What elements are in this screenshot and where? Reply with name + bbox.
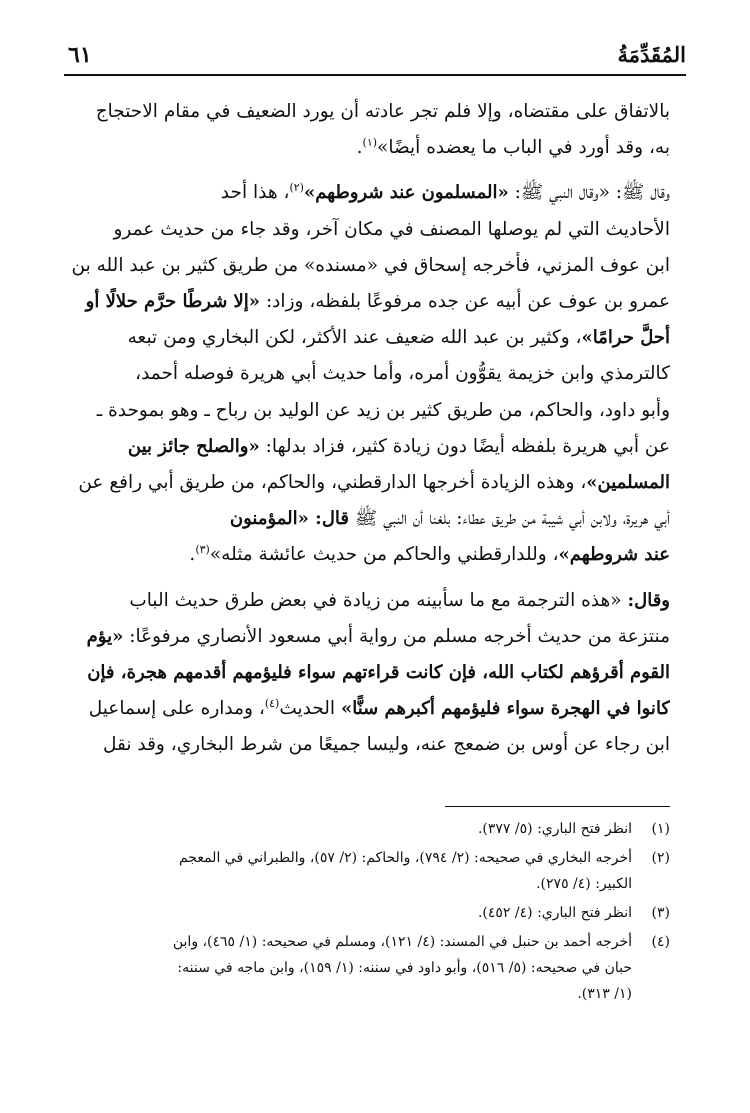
hadith-quote: كانوا في الهجرة سواء فليؤمهم أكبرهم سنًّا»	[340, 698, 670, 720]
footnote-text: انظر فتح الباري: (٤/ ٤٥٢).	[477, 905, 632, 921]
text-line: أبي هريرة، ولابن أبي شيبة من طريق عطاء: بلغنا أن النبي ﷺ قال: «المؤمنون	[229, 508, 670, 530]
footnote-text: حبان في صحيحه: (٥/ ٥١٦)، وأبو داود في سننه: (١/ ١٥٩)، وابن ماجه في سننه:	[177, 960, 632, 976]
footnote-number: (٢)	[651, 850, 670, 866]
text-line: ابن رجاء عن أوس بن ضمعج عنه، وليسا جميعًا من شرط البخاري، وقد نقل	[102, 734, 670, 756]
text-line: وأبو داود، والحاكم، من طريق كثير بن زيد عن الوليد بن رباح ـ وهو بموحدة ـ	[96, 399, 670, 421]
footnote-text: (١/ ٣١٣).	[577, 986, 632, 1002]
page-header	[60, 38, 686, 78]
text-line: المسلمين»، وهذه الزيادة أخرجها الدارقطني، والحاكم، من طريق أبي رافع عن	[78, 472, 670, 494]
hadith-quote: «إلا شرطًا حرَّم حلالًا أو	[85, 291, 261, 313]
text-line	[72, 655, 670, 691]
footnote-number: (٣)	[651, 905, 670, 921]
hadith-quote: القوم أقرؤهم لكتاب الله، فإن كانت قراءتهم سواء فليؤمهم أقدمهم هجرة، فإن	[87, 662, 670, 684]
footnote-text: الكبير: (٤/ ٢٧٥).	[536, 876, 632, 892]
footnote-text: أخرجه البخاري في صحيحه: (٢/ ٧٩٤)، والحاكم: (٢/ ٥٧)، والطبراني في المعجم	[178, 850, 632, 866]
text-line: وقال ﷺ: «وقال النبي ﷺ: «المسلمون عند شروطهم»$^{(٢)}$، هذا أحد	[220, 181, 670, 204]
paragraph-3	[72, 583, 670, 764]
footnote-text: انظر فتح الباري: (٥/ ٣٧٧).	[477, 821, 632, 837]
footnote-4	[80, 929, 670, 1007]
hadith-quote: عند شروطهم»	[558, 544, 670, 566]
text-line: ابن عوف المزني، فأخرجه إسحاق في «مسنده» من طريق كثير بن عبد الله بن	[72, 254, 670, 276]
footnote-divider	[445, 806, 670, 807]
footnote-2	[80, 845, 670, 897]
footnote-3	[80, 900, 670, 926]
footnote-marker: (٣)	[195, 543, 210, 557]
paragraph-2	[72, 175, 670, 573]
footnote-number: (١)	[651, 821, 670, 837]
footnote-1	[80, 816, 670, 842]
hadith-quote: «المسلمون عند شروطهم»	[303, 182, 509, 204]
hadith-quote: «يؤم	[86, 625, 124, 647]
text-line: بالاتفاق على مقتضاه، وإلا فلم تجر عادته أن يورد الضعيف في مقام الاحتجاج	[95, 101, 670, 122]
footnote-marker: (٢)	[289, 181, 304, 195]
text-line: به، وقد أورد في الباب ما يعضده أيضًا»$^{(١)}$.	[356, 136, 670, 159]
section-lead: وقال:	[627, 589, 670, 611]
footnote-marker: (١)	[362, 136, 378, 150]
text-line: كالترمذي وابن خزيمة يقوُّون أمره، وأما حديث أبي هريرة فوصله أحمد،	[135, 363, 670, 385]
footnote-marker: (٤)	[264, 697, 280, 711]
footnote-text: أخرجه أحمد بن حنبل في المسند: (٤/ ١٢١)، ومسلم في صحيحه: (١/ ٤٦٥)، وابن	[172, 934, 632, 950]
footnotes	[80, 816, 670, 1010]
text-line: الأحاديث التي لم يوصلها المصنف في مكان آخر، وقد جاء من حديث عمرو	[113, 218, 670, 240]
hadith-quote: قال: «المؤمنون	[229, 508, 349, 530]
page-number: ٦١	[68, 42, 92, 68]
text-line: عن أبي هريرة بلفظه أيضًا دون زيادة كثير، فزاد بدلها: «والصلح جائز بين	[127, 435, 670, 457]
footnote-number: (٤)	[651, 934, 670, 950]
hadith-quote: أحلَّ حرامًا»	[581, 327, 670, 349]
main-text	[72, 94, 670, 764]
running-title: المُقَدِّمَةُ	[617, 42, 686, 67]
text-line: كانوا في الهجرة سواء فليؤمهم أكبرهم سنًّا» الحديث$^{(٤)}$، ومداره على إسماعيل	[88, 697, 670, 720]
header-divider	[64, 74, 686, 76]
text-line: عمرو بن عوف عن أبيه عن جده مرفوعًا بلفظه، وزاد: «إلا شرطًا حرَّم حلالًا أو	[85, 291, 670, 313]
paragraph-1	[72, 94, 670, 166]
text-line: أحلَّ حرامًا»، وكثير بن عبد الله ضعيف عند الأكثر، لكن البخاري ومن تبعه	[127, 327, 670, 349]
hadith-quote: المسلمين»	[586, 472, 670, 494]
text-line: منتزعة من حديث أخرجه مسلم من رواية أبي مسعود الأنصاري مرفوعًا: «يؤم	[86, 625, 670, 647]
hadith-quote: «والصلح جائز بين	[127, 435, 260, 457]
text-line: عند شروطهم»، وللدارقطني والحاكم من حديث عائشة مثله»$^{(٣)}$.	[189, 543, 670, 566]
text-line: وقال: «هذه الترجمة مع ما سأبينه من زيادة في بعض طرق حديث الباب	[129, 589, 670, 611]
